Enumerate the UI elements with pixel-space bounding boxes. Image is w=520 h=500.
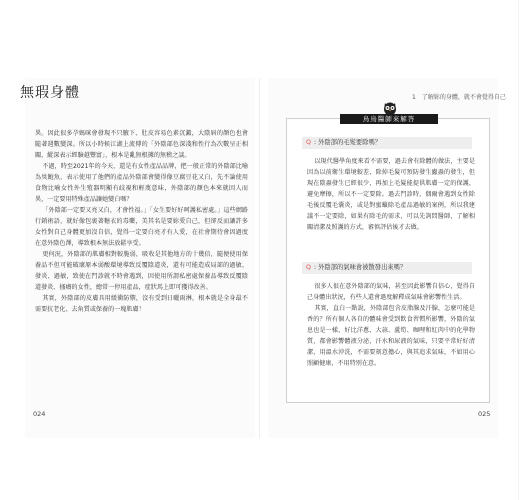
question-separator: : (313, 264, 317, 271)
paragraph: 「外陰部一定要又亮又白，才會性福。」「女生要好好呵護私密處。」這些網路行銷術語，就好像包裹著糖衣的毒藥，美其名是要妳愛自己，但卻反而讓許多女性對自己身體更加沒自信，覺得一定要白亮才有人愛，在社會期待會因過度在意外陰色澤，導致根本無法放鬆享受。 (35, 207, 248, 247)
paragraph: 不過，時至2021年的今天，還是有女性產品品牌，把一般正常的外陰部比喻為臭鮑魚，表示使用了他們的產品外陰部會變得像豆腐豆花又白，先不論使用食物比喻女性外生殖器明顯有歧視和輕蔑意味，外陰部的顏色本來就因人而異，一定要用特殊產品讓她變白嗎？ (35, 163, 248, 203)
answer-paragraph: 以現代醫學角度來看不需要，過去會有除體的做法，主要是因為以前衛生環境較差，除掉毛髮可預防發生蟲蝨的發生，但現在陰蝨發生已經很少，再加上毛髮能提供肌膚一定的保護，避免摩擦，所以不一定要除。過去門診時，偶爾會遇到女性除毛後反覆毛囊炎，或是對蜜蠟除毛產品過敏的案例，所以我建議不一定要除，如果有除毛的需求，可以先詢問醫師，了解相關清潔及照護的方式，審慎評估後才去做。 (307, 158, 475, 231)
running-head: 1 了解妳的身體，就不會覺得自己 (412, 94, 506, 101)
question-separator: : (313, 139, 317, 146)
book-logo: 無瑕身體 (20, 85, 80, 101)
page-number-left: 024 (33, 410, 46, 418)
question-2 (302, 262, 472, 274)
question-1 (302, 137, 472, 149)
left-page-body (35, 128, 248, 315)
paragraph: 異。因此很多孕媽咪會發現不只腋下、肚皮容易色素沉澱，大陰唇的顏色也會隨著週數變深。所以小時候江湖上流傳的「外陰部色深淺和性行為次數呈正相關，縱深表示經驗越豐富」，根本是亂無根據的無稽之談。 (35, 130, 248, 159)
answer-paragraph: 其實，直白一點說，外陰部包含皮脂腺及汗腺，怎麼可能是香的？所有個人各自的體味會受到飲食習慣所影響，外陰的氣息也是一樣，好比洋蔥、大蒜、蘆筍、咖哩和紅肉中的化學物質，都會影響體液分泌，汗水和尿液的氣味，只要平常好好清潔，用溫水沖洗，不需要刻意擔心，與其追求氣味，不如用心照顧健康，不用特別在意。 (307, 305, 475, 367)
question-label: 外陰部的氣味會被散發出來嗎？ (318, 264, 407, 271)
qa-box-title: 鳥鳥醫師來解答 (340, 114, 438, 124)
page-number-right: 025 (478, 410, 491, 418)
question-label: 外陰部的毛髮要除嗎？ (318, 139, 382, 146)
paragraph: 更何況，外陰部的肌膚相對較脆弱，吸收是其他地方的十幾倍，隨便使用保養品不但可能破壞原本弱酸環境導致反覆陰道炎，還有可能造成局部的過敏、發炎、過敏，致使在門診就不時會遇到，因使用所謂私密處保養品導致反覆陰道發炎、搔癢的女性，總常一停用產品，症狀馬上即可獲得改善。 (35, 251, 248, 291)
question-marker: Q (306, 139, 311, 146)
answer-paragraph: 很多人很在意外陰部的氣味，甚至因此影響自信心，覺得自己身體出狀況，有些人還會過度解釋成氣味會影響性生活。 (307, 283, 475, 301)
gutter (259, 78, 260, 438)
answer-1 (307, 156, 475, 233)
question-marker: Q (306, 264, 311, 271)
answer-2 (307, 281, 475, 369)
paragraph: 其實，外陰部的皮膚具用緩衝防禦，沒有受到日曬雨淋，根本就是全身最不需要抗老化、去角質或保養的一塊肌膚！ (35, 295, 248, 313)
edge-line (518, 0, 519, 500)
